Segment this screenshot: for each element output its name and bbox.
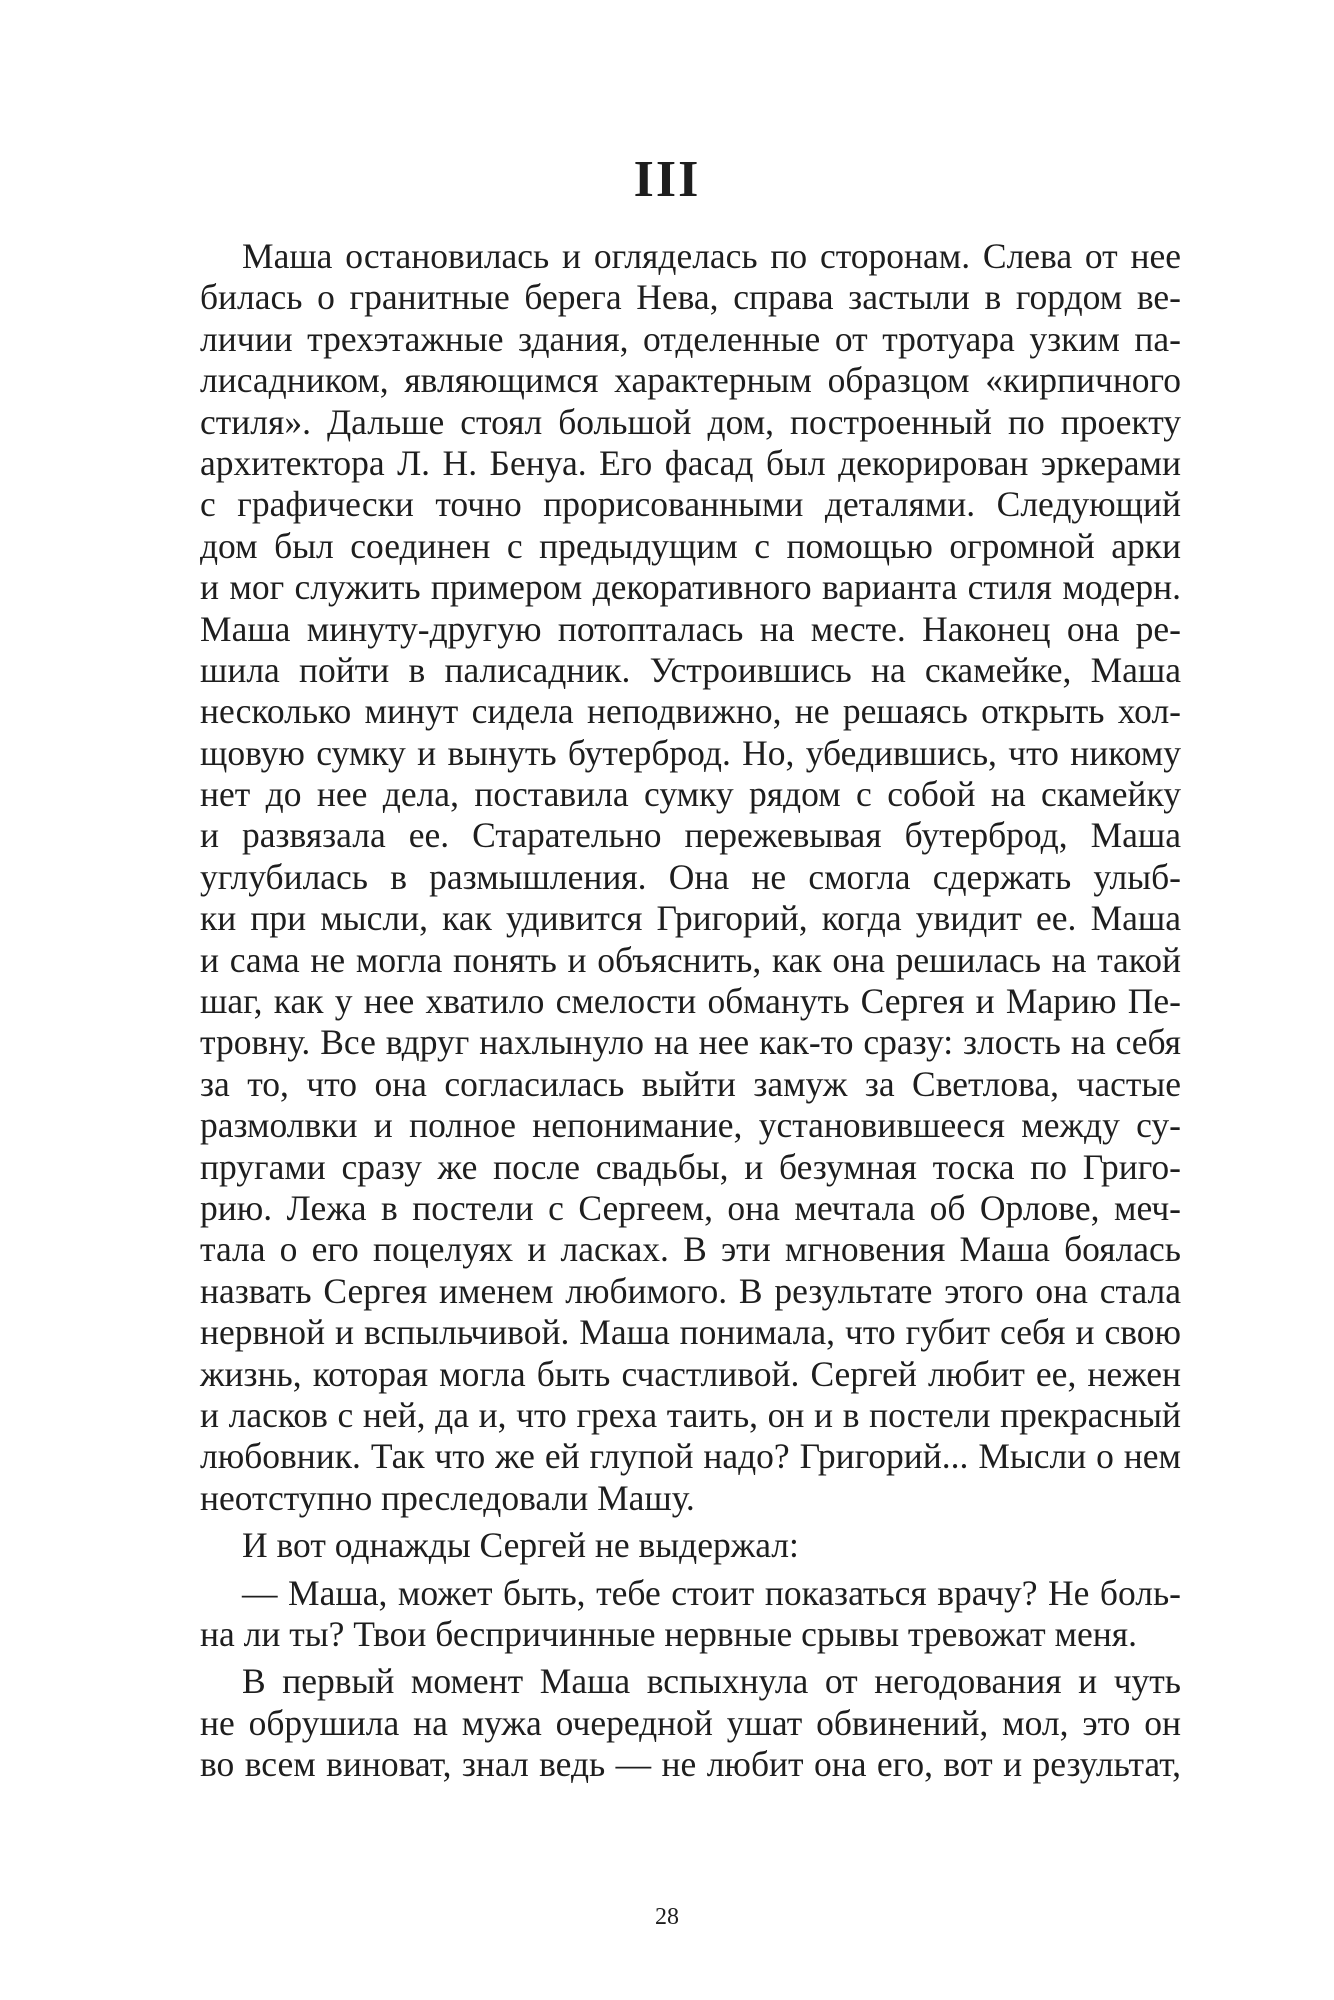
text-line: шила пойти в палисадник. Устроившись на скамейке, Маша	[200, 649, 1181, 690]
body-text	[200, 236, 1181, 1785]
text-line: и развязала ее. Старательно пережевывая бутерброд, Маша	[200, 815, 1181, 856]
text-line: архитектора Л. Н. Бенуа. Его фасад был декорирован эркерами	[200, 442, 1181, 483]
text-line: во всем виноват, знал ведь — не любит она его, вот и результат,	[200, 1744, 1181, 1785]
text-line: рию. Лежа в постели с Сергеем, она мечтала об Орлове, меч-	[200, 1187, 1181, 1228]
text-line: стиля». Дальше стоял большой дом, построенный по проекту	[200, 401, 1181, 442]
dialogue-paragraph	[200, 1573, 1181, 1656]
chapter-heading: III	[633, 151, 701, 208]
text-line: нервной и вспыльчивой. Маша понимала, что губит себя и свою	[200, 1312, 1181, 1353]
text-line: любовник. Так что же ей глупой надо? Григорий... Мысли о нем	[200, 1436, 1181, 1477]
text-line: жизнь, которая могла быть счастливой. Сергей любит ее, нежен	[200, 1353, 1181, 1394]
paragraph	[200, 236, 1181, 1519]
text-line: тровну. Все вдруг нахлынуло на нее как-то сразу: злость на себя	[200, 1022, 1181, 1063]
page-number: 28	[655, 1904, 679, 1930]
text-line: с графически точно прорисованными деталями. Следующий	[200, 484, 1181, 525]
text-line: не обрушила на мужа очередной ушат обвинений, мол, это он	[200, 1702, 1181, 1743]
text-line: и сама не могла понять и объяснить, как она решилась на такой	[200, 939, 1181, 980]
text-line: тала о его поцелуях и ласках. В эти мгновения Маша боялась	[200, 1229, 1181, 1270]
text-line: неотступно преследовали Машу.	[200, 1477, 695, 1518]
text-line: назвать Сергея именем любимого. В результате этого она стала	[200, 1270, 1181, 1311]
text-line: В первый момент Маша вспыхнула от негодования и чуть	[242, 1661, 1181, 1702]
text-line: дом был соединен с предыдущим с помощью огромной арки	[200, 525, 1181, 566]
text-line: И вот однажды Сергей не выдержал:	[242, 1525, 799, 1566]
text-line: щовую сумку и вынуть бутерброд. Но, убедившись, что никому	[200, 732, 1181, 773]
text-line: личии трехэтажные здания, отделенные от тротуара узким па-	[200, 318, 1181, 359]
text-line: углубилась в размышления. Она не смогла сдержать улыб-	[200, 856, 1181, 897]
paragraph	[200, 1661, 1181, 1785]
text-line: билась о гранитные берега Нева, справа застыли в гордом ве-	[200, 277, 1181, 318]
text-line: несколько минут сидела неподвижно, не решаясь открыть хол-	[200, 691, 1181, 732]
text-line: нет до нее дела, поставила сумку рядом с собой на скамейку	[200, 774, 1181, 815]
text-line: пругами сразу же после свадьбы, и безумная тоска по Григо-	[200, 1146, 1181, 1187]
text-line: Маша остановилась и огляделась по сторонам. Слева от нее	[242, 236, 1181, 276]
text-line: и ласков с ней, да и, что греха таить, он и в постели прекрасный	[200, 1394, 1181, 1435]
text-line: и мог служить примером декоративного варианта стиля модерн.	[200, 567, 1181, 608]
paragraph	[200, 1525, 1181, 1566]
text-line: — Маша, может быть, тебе стоит показаться врачу? Не боль-	[242, 1572, 1181, 1613]
text-line: ки при мысли, как удивится Григорий, когда увидит ее. Маша	[200, 898, 1181, 939]
text-line: за то, что она согласилась выйти замуж за Светлова, частые	[200, 1063, 1181, 1104]
text-line: Маша минуту-другую потопталась на месте. Наконец она ре-	[200, 608, 1181, 649]
text-line: шаг, как у нее хватило смелости обмануть Сергея и Марию Пе-	[200, 981, 1181, 1022]
text-line: лисадником, являющимся характерным образцом «кирпичного	[200, 360, 1181, 401]
text-line: на ли ты? Твои беспричинные нервные срывы тревожат меня.	[200, 1613, 1137, 1654]
text-line: размолвки и полное непонимание, установившееся между су-	[200, 1105, 1181, 1146]
